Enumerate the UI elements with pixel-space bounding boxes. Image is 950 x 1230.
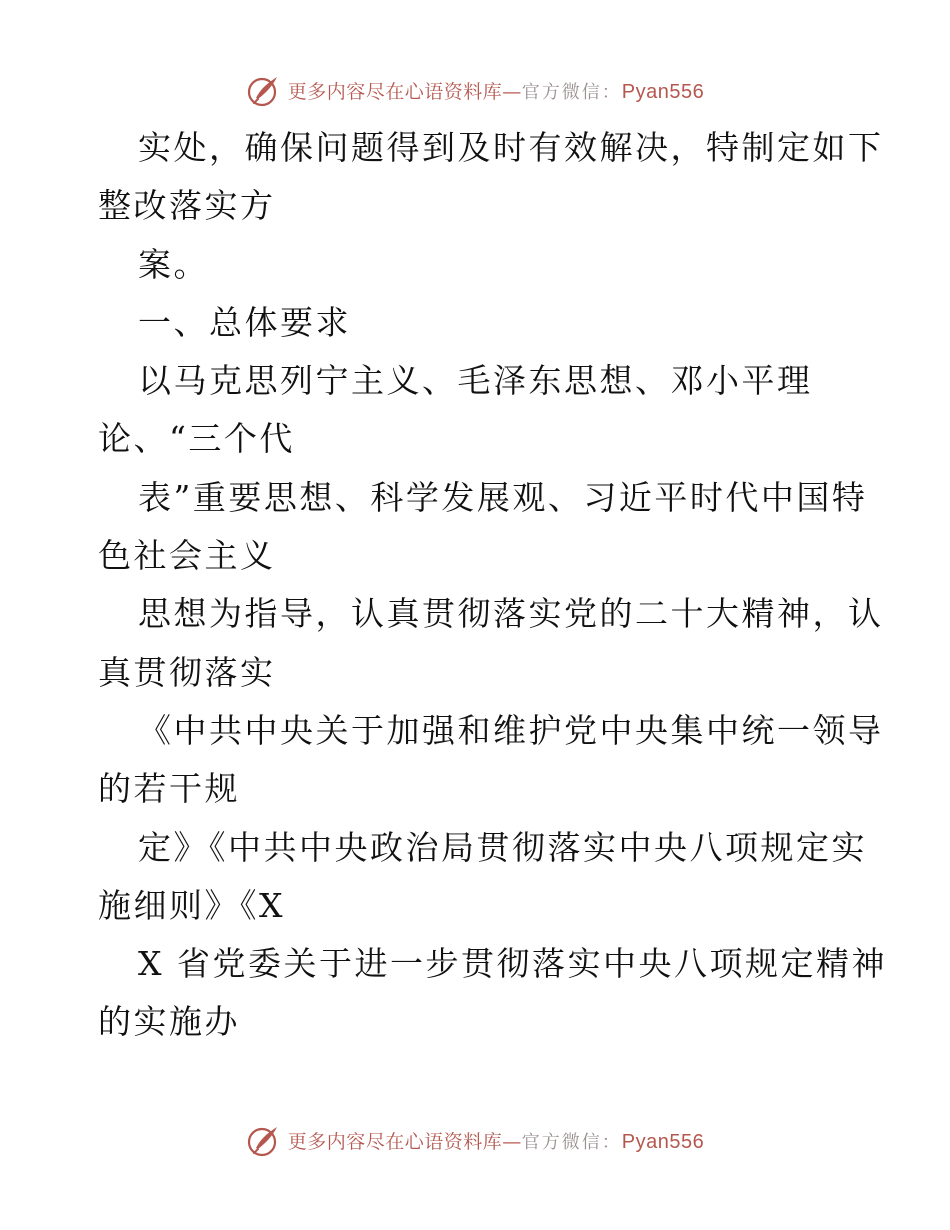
text-line: 实处，确保问题得到及时有效解决，特制定如下 [138, 128, 884, 167]
document-body [98, 119, 887, 1052]
quill-logo-icon [246, 1122, 282, 1158]
text-line: 论、“三个代 [98, 419, 295, 459]
watermark-dash: — [502, 80, 522, 103]
watermark-official-label: 官方微信： [521, 1131, 622, 1153]
text-line: 色社会主义 [98, 536, 276, 576]
watermark-header [0, 68, 950, 112]
text-line: 以马克思列宁主义、毛泽东思想、邓小平理 [138, 361, 813, 401]
text-line: 整改落实方 [98, 186, 276, 226]
watermark-dash: — [502, 1130, 522, 1153]
text-line: 《中共中央关于加强和维护党中央集中统一领导 [138, 710, 884, 750]
watermark-footer [0, 1118, 950, 1162]
text-line: 定》《中共中央政治局贯彻落实中央八项规定实 [138, 827, 867, 867]
text-line: 表”重要思想、科学发展观、习近平时代中国特 [138, 477, 868, 517]
text-line: X 省党委关于进一步贯彻落实中央八项规定精神 [138, 944, 887, 984]
watermark-official-label: 官方微信： [521, 81, 622, 103]
text-line: 的若干规 [98, 769, 240, 809]
watermark-wechat-id: Pyan556 [621, 1130, 705, 1153]
quill-logo-icon [246, 72, 282, 108]
text-line: 施细则》《X [98, 885, 285, 925]
text-line: 真贯彻落实 [98, 652, 276, 692]
text-line: 的实施办 [98, 1002, 240, 1042]
text-line: 案。 [138, 244, 209, 284]
watermark-wechat-id: Pyan556 [621, 80, 705, 103]
text-line: 思想为指导，认真贯彻落实党的二十大精神，认 [138, 594, 884, 634]
watermark-main-text: 更多内容尽在心语资料库 [287, 80, 503, 103]
watermark-main-text: 更多内容尽在心语资料库 [287, 1130, 503, 1153]
section-heading: 一、总体要求 [138, 302, 351, 342]
